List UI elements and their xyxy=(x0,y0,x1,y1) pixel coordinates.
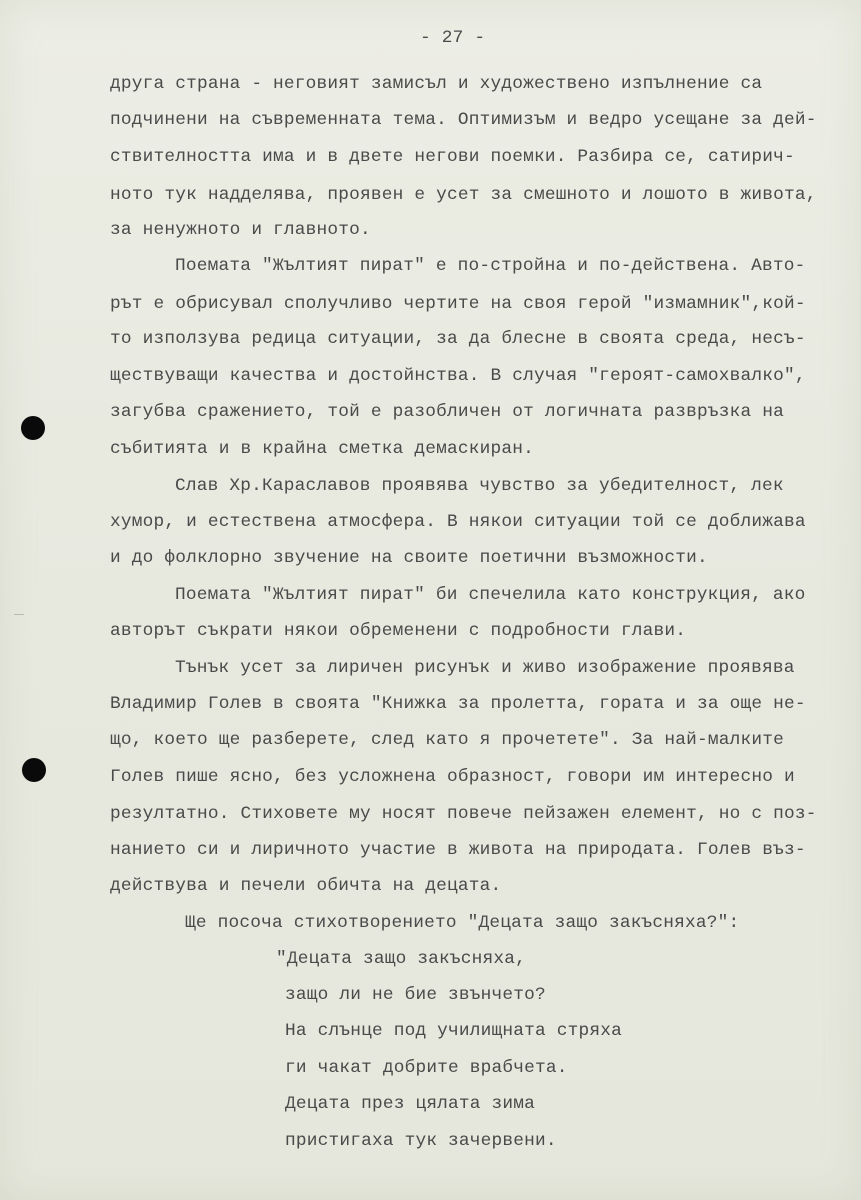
punch-hole-bottom xyxy=(22,758,46,782)
text-line: ното тук надделява, проявен е усет за смешното и лошото в живота, xyxy=(110,185,817,205)
verse-line: Децата през цялата зима xyxy=(285,1094,536,1114)
text-line: що, което ще разберете, след като я прочетете". За най-малките xyxy=(110,730,784,750)
text-line: Поемата "Жълтият пират" би спечелила като конструкция, ако xyxy=(175,585,806,605)
page-number: - 27 - xyxy=(420,28,486,48)
text-line: събитията и в крайна сметка демаскиран. xyxy=(110,439,534,459)
text-line: Слав Хр.Караславов проявява чувство за убедителност, лек xyxy=(175,476,784,496)
text-line: нанието си и лиричното участие в живота на природата. Голев въз- xyxy=(110,840,806,860)
text-line: Владимир Голев в своята "Книжка за пролетта, гората и за още не- xyxy=(110,694,806,714)
text-line: загубва сражението, той е разобличен от логичната развръзка на xyxy=(110,402,784,422)
quote-intro: Ще посоча стихотворението "Децата защо закъсняха?": xyxy=(185,913,740,933)
text-line: то използува редица ситуации, за да блесне в своята среда, несъ- xyxy=(110,329,806,349)
verse-line: защо ли не бие звънчето? xyxy=(285,985,546,1005)
text-line: ствителността има и в двете негови поемки. Разбира се, сатирич- xyxy=(110,147,795,167)
text-line: Тънък усет за лиричен рисунък и живо изображение проявява xyxy=(175,658,795,678)
verse-line: ги чакат добрите врабчета. xyxy=(285,1058,568,1078)
text-line: рът е обрисувал сполучливо чертите на своя герой "измамник",кой- xyxy=(110,294,806,314)
text-line: подчинени на съвременната тема. Оптимизъм и ведро усещане за дей- xyxy=(110,110,817,130)
punch-hole-top xyxy=(21,416,45,440)
verse-line: пристигаха тук зачервени. xyxy=(285,1131,557,1151)
margin-mark xyxy=(14,614,24,615)
text-line: авторът съкрати някои обременени с подробности глави. xyxy=(110,621,687,641)
verse-line: "Децата защо закъсняха, xyxy=(276,949,527,969)
text-line: Голев пише ясно, без усложнена образност, говори им интересно и xyxy=(110,767,795,787)
text-line: друга страна - неговият замисъл и художествено изпълнение са xyxy=(110,74,763,94)
text-line: хумор, и естествена атмосфера. В някои ситуации той се доближава xyxy=(110,512,806,532)
text-line: резултатно. Стиховете му носят повече пейзажен елемент, но с поз- xyxy=(110,804,817,824)
text-line: ществуващи качества и достойнства. В случая "героят-самохвалко", xyxy=(110,366,806,386)
text-line: и до фолклорно звучение на своите поетични възможности. xyxy=(110,548,708,568)
text-line: действува и печели обичта на децата. xyxy=(110,876,502,896)
text-line: Поемата "Жълтият пират" е по-стройна и по-действена. Авто- xyxy=(175,256,806,276)
text-line: за ненужното и главното. xyxy=(110,220,371,240)
verse-line: На слънце под училищната стряха xyxy=(285,1021,622,1041)
